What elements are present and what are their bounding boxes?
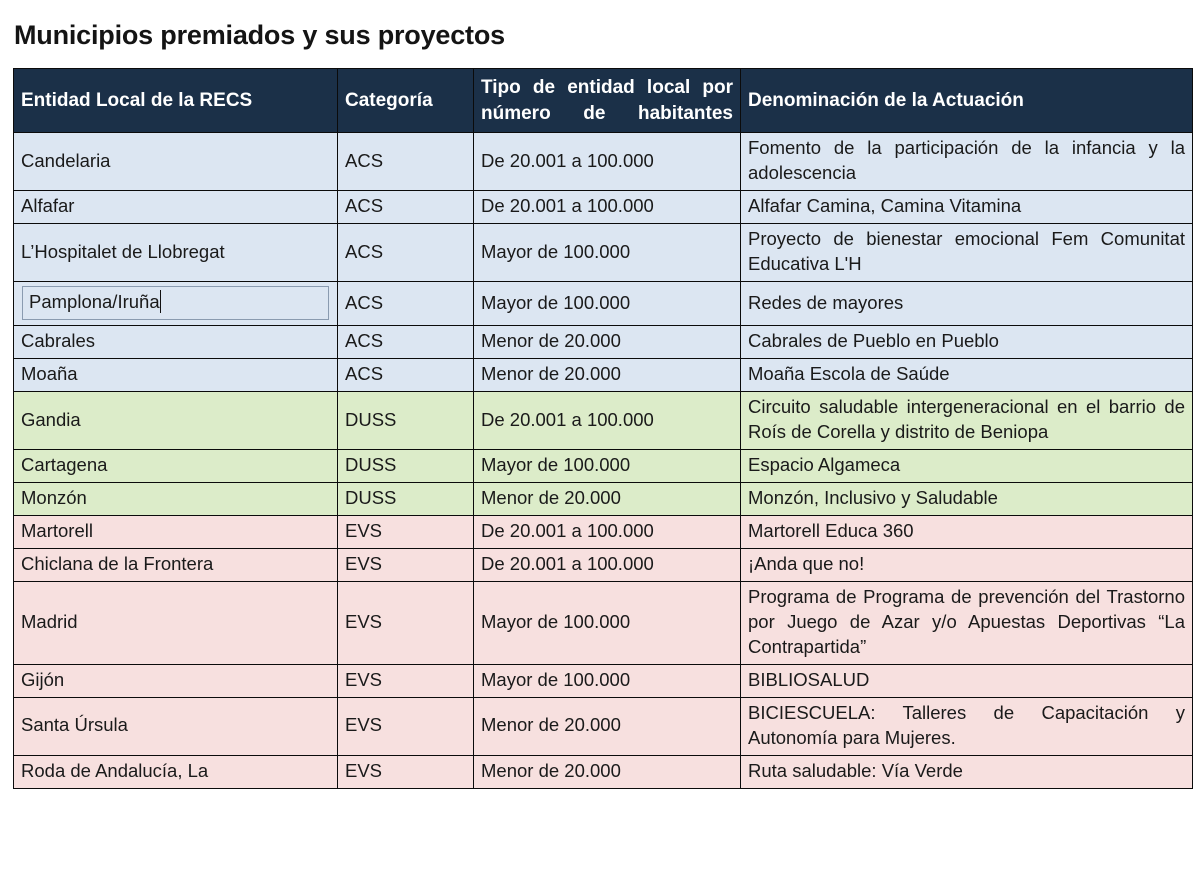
cell-categoria: ACS bbox=[338, 191, 474, 224]
cell-denominacion: ¡Anda que no! bbox=[741, 548, 1193, 581]
cell-entidad-local: Santa Úrsula bbox=[14, 697, 338, 755]
cell-entidad-local: Moaña bbox=[14, 359, 338, 392]
cell-tipo-entidad: De 20.001 a 100.000 bbox=[474, 515, 741, 548]
cell-tipo-entidad: Mayor de 100.000 bbox=[474, 581, 741, 664]
cell-categoria: EVS bbox=[338, 664, 474, 697]
cell-entidad-local: L’Hospitalet de Llobregat bbox=[14, 224, 338, 282]
cell-entidad-local: Chiclana de la Frontera bbox=[14, 548, 338, 581]
table-row[interactable] bbox=[14, 282, 1193, 326]
cell-denominacion: BICIESCUELA: Talleres de Capacitación y Autonomía para Mujeres. bbox=[741, 697, 1193, 755]
table-row[interactable] bbox=[14, 133, 1193, 191]
cell-categoria: ACS bbox=[338, 133, 474, 191]
table-row[interactable] bbox=[14, 482, 1193, 515]
inline-edit-input[interactable] bbox=[22, 286, 329, 320]
cell-denominacion: Circuito saludable intergeneracional en el barrio de Roís de Corella y distrito de Beniopa bbox=[741, 392, 1193, 450]
table-body bbox=[14, 133, 1193, 788]
cell-denominacion: Redes de mayores bbox=[741, 282, 1193, 326]
table-row[interactable] bbox=[14, 755, 1193, 788]
cell-tipo-entidad: Menor de 20.000 bbox=[474, 326, 741, 359]
page-title: Municipios premiados y sus proyectos bbox=[14, 20, 505, 51]
cell-entidad-local: Madrid bbox=[14, 581, 338, 664]
cell-entidad-local[interactable] bbox=[14, 282, 338, 326]
cell-tipo-entidad: Mayor de 100.000 bbox=[474, 664, 741, 697]
table-row[interactable] bbox=[14, 359, 1193, 392]
cell-denominacion: Proyecto de bienestar emocional Fem Comunitat Educativa L'H bbox=[741, 224, 1193, 282]
cell-entidad-local: Monzón bbox=[14, 482, 338, 515]
cell-entidad-local: Cartagena bbox=[14, 449, 338, 482]
column-header-categoria: Categoría bbox=[338, 69, 474, 133]
table-row[interactable] bbox=[14, 515, 1193, 548]
cell-denominacion: Martorell Educa 360 bbox=[741, 515, 1193, 548]
cell-tipo-entidad: Menor de 20.000 bbox=[474, 359, 741, 392]
cell-tipo-entidad: Mayor de 100.000 bbox=[474, 449, 741, 482]
cell-categoria: EVS bbox=[338, 697, 474, 755]
table-row[interactable] bbox=[14, 581, 1193, 664]
table-row[interactable] bbox=[14, 326, 1193, 359]
cell-categoria: DUSS bbox=[338, 449, 474, 482]
cell-denominacion: Espacio Algameca bbox=[741, 449, 1193, 482]
cell-categoria: ACS bbox=[338, 359, 474, 392]
cell-categoria: ACS bbox=[338, 224, 474, 282]
table-row[interactable] bbox=[14, 548, 1193, 581]
column-header-denominacion: Denominación de la Actuación bbox=[741, 69, 1193, 133]
table-row[interactable] bbox=[14, 697, 1193, 755]
cell-entidad-local: Cabrales bbox=[14, 326, 338, 359]
cell-denominacion: Programa de Programa de prevención del Trastorno por Juego de Azar y/o Apuestas Deportivas “La Contrapartida” bbox=[741, 581, 1193, 664]
cell-denominacion: Alfafar Camina, Camina Vitamina bbox=[741, 191, 1193, 224]
cell-denominacion: Ruta saludable: Vía Verde bbox=[741, 755, 1193, 788]
table-row[interactable] bbox=[14, 191, 1193, 224]
column-header-entidad-local: Entidad Local de la RECS bbox=[14, 69, 338, 133]
cell-categoria: ACS bbox=[338, 282, 474, 326]
cell-tipo-entidad: Mayor de 100.000 bbox=[474, 224, 741, 282]
cell-denominacion: Monzón, Inclusivo y Saludable bbox=[741, 482, 1193, 515]
table-row[interactable] bbox=[14, 449, 1193, 482]
table-row[interactable] bbox=[14, 224, 1193, 282]
cell-categoria: EVS bbox=[338, 755, 474, 788]
cell-tipo-entidad: Menor de 20.000 bbox=[474, 482, 741, 515]
table-row[interactable] bbox=[14, 392, 1193, 450]
table-header-row bbox=[14, 69, 1193, 133]
cell-entidad-local: Martorell bbox=[14, 515, 338, 548]
cell-denominacion: Fomento de la participación de la infancia y la adolescencia bbox=[741, 133, 1193, 191]
table-row[interactable] bbox=[14, 664, 1193, 697]
table-header bbox=[14, 69, 1193, 133]
cell-entidad-local: Roda de Andalucía, La bbox=[14, 755, 338, 788]
inline-edit-value: Pamplona/Iruña bbox=[29, 291, 160, 313]
cell-entidad-local: Gandia bbox=[14, 392, 338, 450]
cell-categoria: EVS bbox=[338, 581, 474, 664]
cell-entidad-local: Gijón bbox=[14, 664, 338, 697]
cell-tipo-entidad: Menor de 20.000 bbox=[474, 755, 741, 788]
cell-tipo-entidad: Menor de 20.000 bbox=[474, 697, 741, 755]
cell-entidad-local: Alfafar bbox=[14, 191, 338, 224]
cell-tipo-entidad: De 20.001 a 100.000 bbox=[474, 392, 741, 450]
cell-denominacion: Cabrales de Pueblo en Pueblo bbox=[741, 326, 1193, 359]
cell-denominacion: Moaña Escola de Saúde bbox=[741, 359, 1193, 392]
cell-categoria: EVS bbox=[338, 515, 474, 548]
cell-tipo-entidad: De 20.001 a 100.000 bbox=[474, 191, 741, 224]
awards-table bbox=[13, 68, 1193, 789]
cell-categoria: EVS bbox=[338, 548, 474, 581]
cell-categoria: DUSS bbox=[338, 392, 474, 450]
cell-categoria: ACS bbox=[338, 326, 474, 359]
column-header-tipo-entidad: Tipo de entidad local por número de habitantes bbox=[474, 69, 741, 133]
cell-denominacion: BIBLIOSALUD bbox=[741, 664, 1193, 697]
cell-tipo-entidad: De 20.001 a 100.000 bbox=[474, 133, 741, 191]
cell-tipo-entidad: De 20.001 a 100.000 bbox=[474, 548, 741, 581]
cell-categoria: DUSS bbox=[338, 482, 474, 515]
awards-table-container bbox=[13, 68, 1192, 789]
cell-tipo-entidad: Mayor de 100.000 bbox=[474, 282, 741, 326]
cell-entidad-local: Candelaria bbox=[14, 133, 338, 191]
